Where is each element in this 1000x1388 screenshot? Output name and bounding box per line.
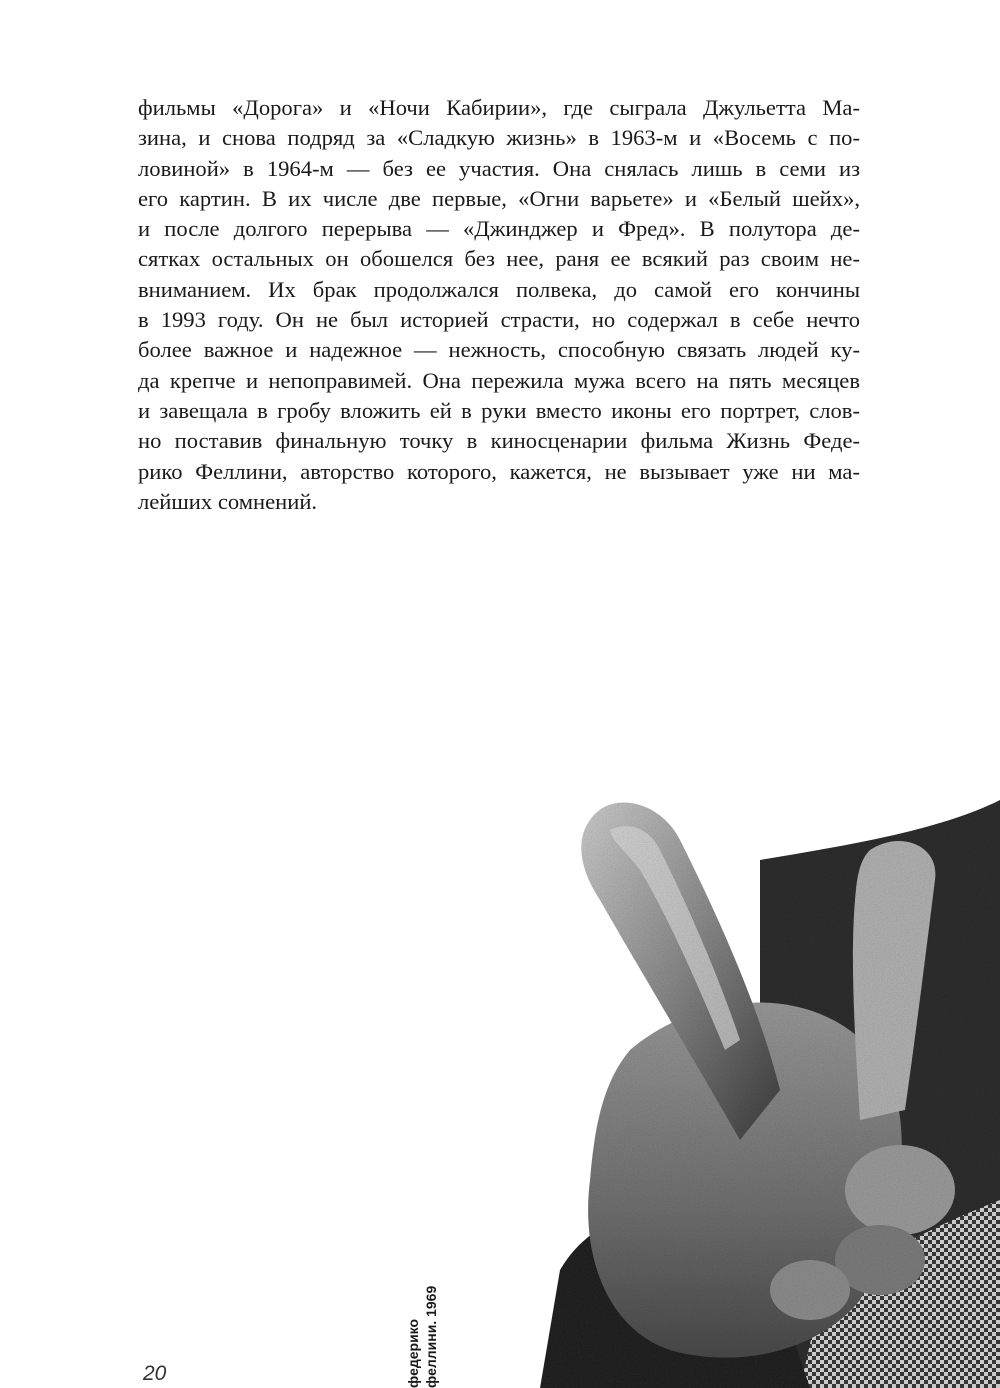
text-line: вниманием. Их брак продолжался полвека, до самой его кончины — [138, 276, 860, 302]
page-number: 20 — [143, 1362, 167, 1385]
text-line: его картин. В их числе две первые, «Огни варьете» и «Белый шейх», — [138, 185, 860, 211]
text-line: и после долгого перерыва — «Джинджер и Фред». В полутора де- — [138, 216, 860, 242]
text-line: более важное и надежное — нежность, способную связать людей ку- — [138, 337, 860, 363]
text-line: лейших сомнений. — [138, 488, 318, 514]
text-line: рико Феллини, авторство которого, кажется, не вызывает уже ни ма- — [138, 458, 860, 484]
text-line: зина, и снова подряд за «Сладкую жизнь» в 1963-м и «Восемь с по- — [138, 125, 860, 151]
caption-line: феллини. 1969 — [423, 1285, 439, 1388]
text-line: фильмы «Дорога» и «Ночи Кабирии», где сыграла Джульетта Ма- — [138, 95, 860, 120]
text-line: сятках остальных он обошелся без нее, раня ее всякий раз своим не- — [138, 246, 860, 272]
text-line: но поставив финальную точку в киносценарии фильма Жизнь Феде- — [138, 428, 860, 454]
text-line: ловиной» в 1964-м — без ее участия. Она снялась лишь в семи из — [138, 155, 860, 181]
photo-caption — [404, 1286, 440, 1388]
text-line: да крепче и непоправимей. Она пережила мужа всего на пять месяцев — [138, 367, 860, 393]
caption-line: федерико — [405, 1318, 421, 1388]
thumb-tip — [770, 1260, 850, 1320]
text-line: и завещала в гробу вложить ей в руки вместо иконы его портрет, слов- — [138, 397, 860, 423]
text-line: в 1993 году. Он не был историей страсти, но содержал в себе нечто — [138, 307, 860, 333]
knuckle — [845, 1145, 955, 1235]
